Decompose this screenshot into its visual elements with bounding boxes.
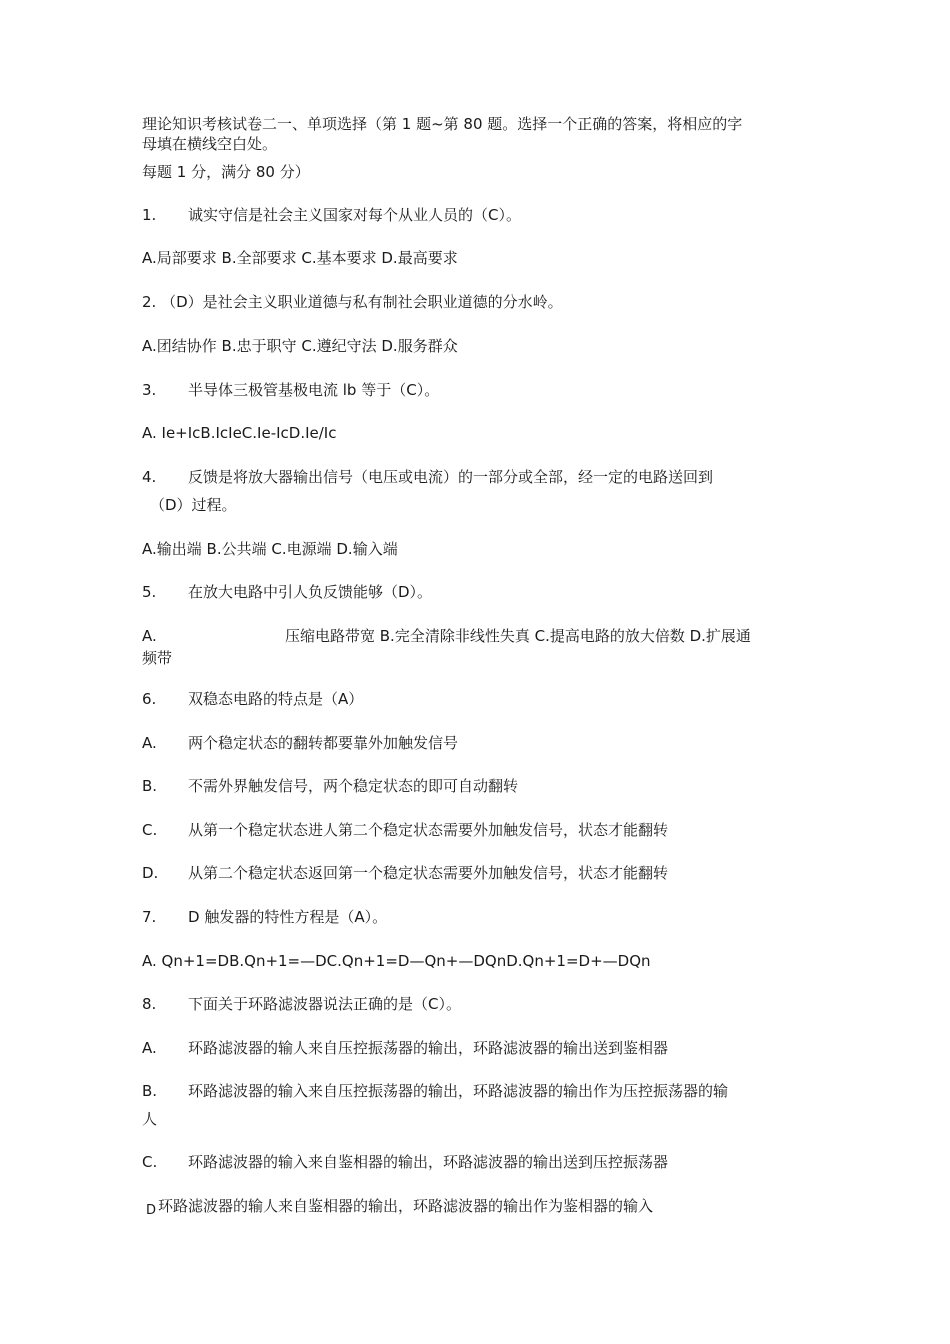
question-text: 下面关于环路滤波器说法正确的是（C）。 bbox=[188, 995, 461, 1013]
question-3-options: A. Ie+IcB.IcIeC.Ie-IcD.Ie/Ic bbox=[142, 424, 337, 442]
question-2-options: A.团结协作 B.忠于职守 C.遵纪守法 D.服务群众 bbox=[142, 337, 458, 355]
question-text: 反馈是将放大器输出信号（电压或电流）的一部分或全部，经一定的电路送回到 bbox=[188, 468, 714, 486]
question-6-option-b: B. 不需外界触发信号，两个稳定状态的即可自动翻转 bbox=[142, 777, 519, 795]
question-number: 5. bbox=[142, 583, 157, 601]
question-8-option-a: A. 环路滤波器的输人来自压控振荡器的输出，环路滤波器的输出送到鉴相器 bbox=[142, 1039, 669, 1057]
question-7 bbox=[142, 907, 387, 927]
question-6-option-d: D. 从第二个稳定状态返回第一个稳定状态需要外加触发信号，状态才能翻转 bbox=[142, 864, 669, 882]
question-8-option-d: D 环路滤波器的输人来自鉴相器的输出，环路滤波器的输出作为鉴相器的输入 bbox=[146, 1197, 654, 1218]
question-5-options-continuation: 频带 bbox=[142, 649, 173, 667]
question-number: 4. bbox=[142, 468, 157, 486]
question-4-options: A.输出端 B.公共端 C.电源端 D.输入端 bbox=[142, 540, 398, 558]
question-8 bbox=[142, 994, 461, 1014]
question-number: 6. bbox=[142, 690, 157, 708]
question-1-options: A.局部要求 B.全部要求 C.基本要求 D.最高要求 bbox=[142, 249, 458, 267]
question-number: 7. bbox=[142, 908, 157, 926]
question-1 bbox=[142, 205, 521, 225]
question-2 bbox=[142, 292, 563, 312]
question-number: 8. bbox=[142, 995, 157, 1013]
question-number: 2. bbox=[142, 293, 157, 311]
question-4 bbox=[142, 467, 713, 487]
question-6 bbox=[142, 689, 363, 709]
header-line-1: 理论知识考核试卷二一、单项选择（第 1 题~第 80 题。选择一个正确的答案，将相应的字 bbox=[142, 115, 743, 133]
question-text: 半导体三极管基极电流 lb 等于（C）。 bbox=[188, 381, 440, 399]
question-text: 诚实守信是社会主义国家对每个从业人员的（C）。 bbox=[188, 206, 521, 224]
question-8-option-c: C. 环路滤波器的输入来自鉴相器的输出，环路滤波器的输出送到压控振荡器 bbox=[142, 1153, 669, 1171]
question-5 bbox=[142, 582, 432, 602]
question-6-option-a: A. 两个稳定状态的翻转都要靠外加触发信号 bbox=[142, 734, 459, 752]
question-text: 在放大电路中引人负反馈能够（D）。 bbox=[188, 583, 433, 601]
question-5-option-label: A. bbox=[142, 627, 157, 645]
question-7-options: A. Qn+1=DB.Qn+1=—DC.Qn+1=D—Qn+—DQnD.Qn+1=D+—DQn bbox=[142, 952, 651, 970]
question-text: （D）是社会主义职业道德与私有制社会职业道德的分水岭。 bbox=[161, 293, 563, 311]
question-3 bbox=[142, 380, 439, 400]
header-line-2: 母填在横线空白处。 bbox=[142, 135, 278, 153]
question-8-option-b: B. 环路滤波器的输入来自压控振荡器的输出，环路滤波器的输出作为压控振荡器的输 bbox=[142, 1082, 729, 1100]
question-4-continuation: （D）过程。 bbox=[150, 496, 237, 514]
question-6-option-c: C. 从第一个稳定状态进人第二个稳定状态需要外加触发信号，状态才能翻转 bbox=[142, 821, 669, 839]
question-number: 1. bbox=[142, 206, 157, 224]
question-8-option-b-continuation: 人 bbox=[142, 1110, 158, 1128]
question-text: D 触发器的特性方程是（A）。 bbox=[188, 908, 388, 926]
question-5-options: 压缩电路带宽 B.完全清除非线性失真 C.提高电路的放大倍数 D.扩展通 bbox=[285, 627, 751, 645]
question-number: 3. bbox=[142, 381, 157, 399]
question-text: 双稳态电路的特点是（A） bbox=[188, 690, 364, 708]
header-line-3: 每题 1 分，满分 80 分） bbox=[142, 163, 310, 181]
